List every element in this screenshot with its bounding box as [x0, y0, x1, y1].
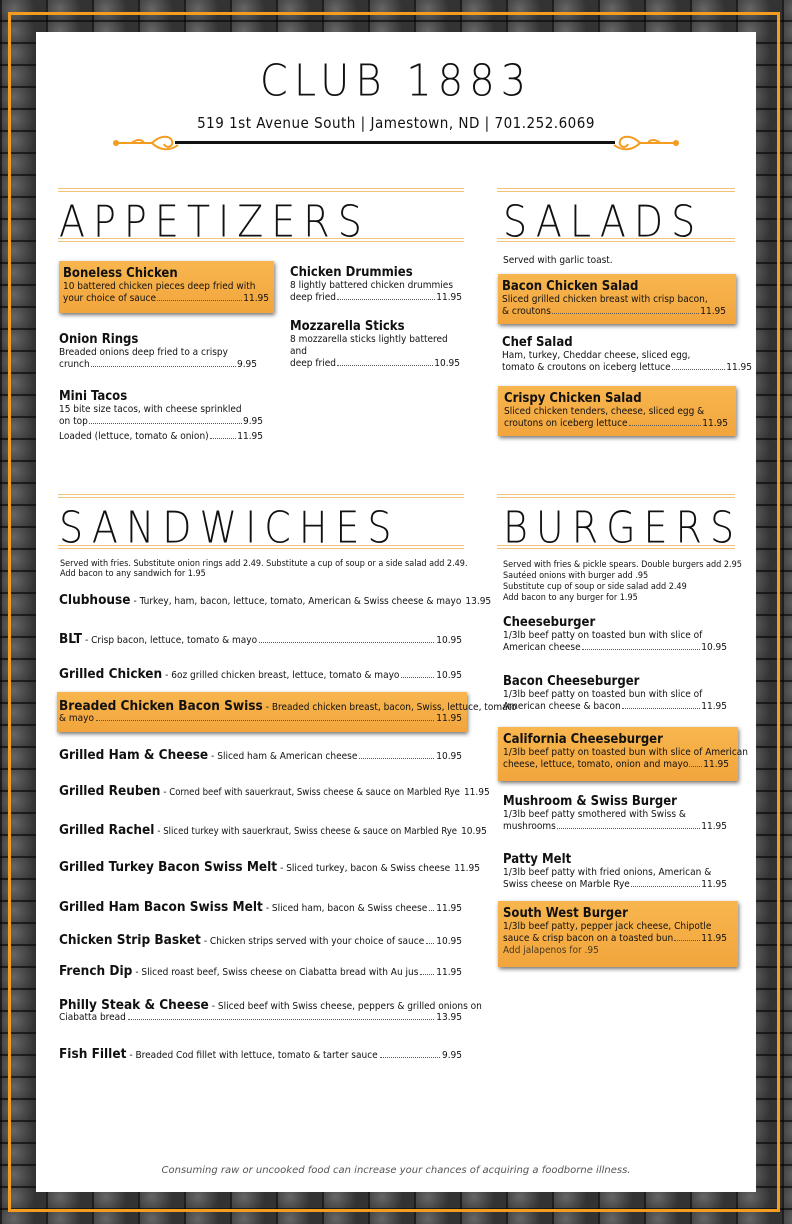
item-desc: - Sliced turkey, bacon & Swiss cheese: [280, 863, 451, 874]
food-safety-disclaimer: Consuming raw or uncooked food can increase your chances of acquiring a foodborne illness.: [161, 1165, 631, 1176]
item-name: Bacon Chicken Salad: [502, 279, 639, 294]
item-price: 11.95: [700, 306, 726, 317]
item-price: 11.95: [436, 292, 462, 303]
divider: [497, 497, 735, 498]
item-price: 10.95: [436, 635, 462, 646]
menu-item-onion-rings: [59, 332, 257, 371]
divider: [497, 548, 735, 549]
item-desc: 15 bite size tacos, with cheese sprinkled: [59, 404, 242, 415]
item-price: 11.95: [701, 701, 727, 712]
appetizers-heading: APPETIZERS: [59, 196, 370, 247]
sandwich-item: [59, 783, 490, 799]
item-name: Grilled Reuben: [59, 783, 161, 799]
item-price: 10.95: [461, 826, 487, 837]
item-name: French Dip: [59, 963, 133, 979]
item-desc: Swiss cheese on Marble Rye: [503, 879, 630, 890]
item-desc: - Sliced roast beef, Swiss cheese on Ciabatta bread with Au jus: [135, 967, 419, 978]
divider: [58, 188, 464, 189]
burgers-note: Substitute cup of soup or side salad add 2.49: [503, 582, 687, 592]
sandwich-item: [59, 997, 482, 1013]
restaurant-title: CLUB 1883: [259, 55, 533, 107]
item-desc: 1/3lb beef patty smothered with Swiss &: [503, 809, 686, 820]
item-desc: Ham, turkey, Cheddar cheese, sliced egg,: [502, 350, 691, 361]
item-desc: - Crisp bacon, lettuce, tomato & mayo: [85, 635, 258, 646]
divider: [497, 188, 735, 189]
item-name: Mushroom & Swiss Burger: [503, 794, 677, 809]
restaurant-address: 519 1st Avenue South | Jamestown, ND | 701.252.6069: [197, 114, 595, 132]
item-desc: & mayo: [59, 713, 94, 724]
item-desc: - Sliced turkey with sauerkraut, Swiss cheese & sauce on Marbled Rye: [157, 826, 458, 837]
sandwich-item: [59, 631, 462, 647]
menu-item-south-west-burger: [503, 906, 727, 957]
item-name: Chicken Strip Basket: [59, 932, 201, 948]
item-desc: - Sliced ham, bacon & Swiss cheese: [265, 903, 428, 914]
item-desc: Sliced chicken tenders, cheese, sliced egg &: [504, 406, 705, 417]
sandwich-item: [59, 1046, 462, 1062]
divider: [58, 494, 464, 495]
menu-item-california-cheeseburger: [503, 732, 749, 771]
item-name: Grilled Ham & Cheese: [59, 747, 209, 763]
item-price: 11.95: [237, 431, 263, 442]
burgers-note: Served with fries & pickle spears. Double burgers add 2.95: [503, 560, 742, 570]
item-desc: 1/3lb beef patty with fried onions, American &: [503, 867, 712, 878]
salads-heading: SALADS: [503, 196, 704, 247]
item-name: Grilled Ham Bacon Swiss Melt: [59, 899, 263, 915]
divider: [58, 191, 464, 192]
item-name: Philly Steak & Cheese: [59, 997, 209, 1013]
menu-item-bacon-cheeseburger: [503, 674, 727, 713]
item-price: 10.95: [436, 751, 462, 762]
item-desc: 8 mozzarella sticks lightly battered and: [290, 334, 448, 357]
divider: [58, 497, 464, 498]
sandwich-item: [59, 932, 462, 948]
item-price: 11.95: [436, 967, 462, 978]
item-desc: Ciabatta bread: [59, 1012, 126, 1023]
menu-item-boneless-chicken: [63, 266, 269, 305]
burgers-note: Add bacon to any burger for 1.95: [503, 593, 638, 603]
item-desc: - 6oz grilled chicken breast, lettuce, tomato & mayo: [165, 670, 400, 681]
item-desc: 1/3lb beef patty, pepper jack cheese, Chipotle: [503, 921, 712, 932]
item-desc: - Sliced ham & American cheese: [211, 751, 358, 762]
item-desc: & croutons: [502, 306, 551, 317]
sandwiches-note: Served with fries. Substitute onion rings add 2.49. Substitute a cup of soup or a side salad add 2.49.: [60, 559, 468, 569]
item-price: 10.95: [436, 936, 462, 947]
item-desc: crunch: [59, 359, 90, 370]
item-desc: sauce & crisp bacon on a toasted bun: [503, 933, 674, 944]
item-name: Chicken Drummies: [290, 265, 413, 280]
item-name: Grilled Rachel: [59, 822, 155, 838]
item-desc: cheese, lettuce, tomato, onion and mayo: [503, 759, 689, 770]
item-price: 9.95: [236, 359, 257, 370]
item-price: 11.95: [701, 821, 727, 832]
menu-item-chef-salad: [502, 335, 752, 374]
menu-item-mozzarella-sticks: [290, 319, 460, 370]
item-price: 11.95: [701, 933, 727, 944]
divider: [58, 545, 464, 546]
header-rule: [175, 141, 615, 144]
item-desc: 8 lightly battered chicken drummies: [290, 280, 454, 291]
divider: [58, 548, 464, 549]
item-name: California Cheeseburger: [503, 732, 663, 747]
divider: [58, 241, 464, 242]
divider: [497, 494, 735, 495]
sandwich-item-cont: [59, 713, 462, 724]
item-desc: - Turkey, ham, bacon, lettuce, tomato, American & Swiss cheese & mayo: [133, 596, 462, 607]
item-price: 11.95: [703, 759, 729, 770]
item-price: 11.95: [726, 362, 752, 373]
sandwich-item: [59, 822, 487, 838]
divider: [58, 238, 464, 239]
flourish-right-icon: [608, 133, 680, 153]
item-name: Breaded Chicken Bacon Swiss: [59, 698, 263, 714]
menu-item-bacon-chicken-salad: [502, 279, 726, 318]
sandwiches-note: Add bacon to any sandwich for 1.95: [60, 569, 206, 579]
item-price: 10.95: [436, 670, 462, 681]
item-desc: Breaded onions deep fried to a crispy: [59, 347, 228, 358]
menu-item-mini-tacos: [59, 389, 263, 443]
item-name: Mozzarella Sticks: [290, 319, 405, 334]
item-name: South West Burger: [503, 906, 628, 921]
burgers-heading: BURGERS: [503, 502, 743, 553]
sandwich-item: [59, 963, 462, 979]
sandwich-item: [59, 747, 462, 763]
sandwich-item: [59, 899, 462, 915]
item-price: 11.95: [243, 293, 269, 304]
menu-item-mushroom-swiss-burger: [503, 794, 727, 833]
burgers-note: Sautéed onions with burger add .95: [503, 571, 649, 581]
menu-item-crispy-chicken-salad: [504, 391, 728, 430]
item-desc: Loaded (lettuce, tomato & onion): [59, 431, 209, 442]
item-name: Cheeseburger: [503, 615, 596, 630]
sandwich-item: [59, 666, 462, 682]
item-price: 11.95: [436, 903, 462, 914]
menu-item-patty-melt: [503, 852, 727, 891]
item-extra: Add jalapenos for .95: [503, 945, 599, 956]
item-desc: 1/3lb beef patty on toasted bun with slice of: [503, 689, 703, 700]
item-name: Grilled Turkey Bacon Swiss Melt: [59, 859, 278, 875]
item-desc: American cheese & bacon: [503, 701, 621, 712]
item-desc: deep fried: [290, 292, 336, 303]
item-desc: - Chicken strips served with your choice of sauce: [203, 936, 425, 947]
item-desc: Sliced grilled chicken breast with crisp bacon,: [502, 294, 708, 305]
item-name: Crispy Chicken Salad: [504, 391, 642, 406]
item-desc: on top: [59, 416, 88, 427]
item-price: 9.95: [441, 1050, 462, 1061]
sandwich-item: [59, 592, 492, 608]
item-price: 10.95: [701, 642, 727, 653]
item-desc: - Sliced beef with Swiss cheese, peppers & grilled onions on: [211, 1001, 482, 1012]
item-price: 9.95: [242, 416, 263, 427]
item-desc: mushrooms: [503, 821, 556, 832]
item-desc: 10 battered chicken pieces deep fried with: [63, 281, 256, 292]
item-desc: - Breaded Cod fillet with lettuce, tomato & tarter sauce: [129, 1050, 378, 1061]
item-price: 11.95: [701, 879, 727, 890]
item-name: Onion Rings: [59, 332, 139, 347]
divider: [497, 241, 735, 242]
sandwiches-heading: SANDWICHES: [59, 502, 400, 553]
sandwich-item-cont: [59, 1012, 462, 1023]
item-desc: 1/3lb beef patty on toasted bun with slice of: [503, 630, 703, 641]
menu-item-chicken-drummies: [290, 265, 462, 304]
item-name: Boneless Chicken: [63, 266, 178, 281]
item-desc: - Corned beef with sauerkraut, Swiss cheese & sauce on Marbled Rye: [163, 787, 460, 798]
menu-item-cheeseburger: [503, 615, 727, 654]
salads-note: Served with garlic toast.: [503, 255, 613, 266]
item-price: 13.95: [465, 596, 492, 607]
item-name: Bacon Cheeseburger: [503, 674, 640, 689]
item-desc: your choice of sauce: [63, 293, 156, 304]
item-name: Clubhouse: [59, 592, 131, 608]
divider: [497, 238, 735, 239]
item-name: BLT: [59, 631, 83, 647]
item-name: Fish Fillet: [59, 1046, 127, 1062]
item-price: 10.95: [434, 358, 460, 369]
sandwich-item: [59, 859, 480, 875]
item-desc: croutons on iceberg lettuce: [504, 418, 628, 429]
item-name: Chef Salad: [502, 335, 573, 350]
item-desc: - Breaded chicken breast, bacon, Swiss, lettuce, tomato: [265, 702, 517, 713]
divider: [497, 191, 735, 192]
item-name: Grilled Chicken: [59, 666, 163, 682]
item-price: 13.95: [436, 1012, 462, 1023]
item-name: Mini Tacos: [59, 389, 128, 404]
item-price: 11.95: [436, 713, 462, 724]
item-desc: 1/3lb beef patty on toasted bun with slice of American: [503, 747, 749, 758]
flourish-left-icon: [112, 133, 184, 153]
item-price: 11.95: [454, 863, 480, 874]
sandwich-item: [59, 698, 517, 714]
divider: [497, 545, 735, 546]
item-name: Patty Melt: [503, 852, 572, 867]
item-desc: deep fried: [290, 358, 336, 369]
item-price: 11.95: [463, 787, 490, 798]
item-price: 11.95: [702, 418, 728, 429]
item-desc: American cheese: [503, 642, 581, 653]
item-desc: tomato & croutons on iceberg lettuce: [502, 362, 671, 373]
